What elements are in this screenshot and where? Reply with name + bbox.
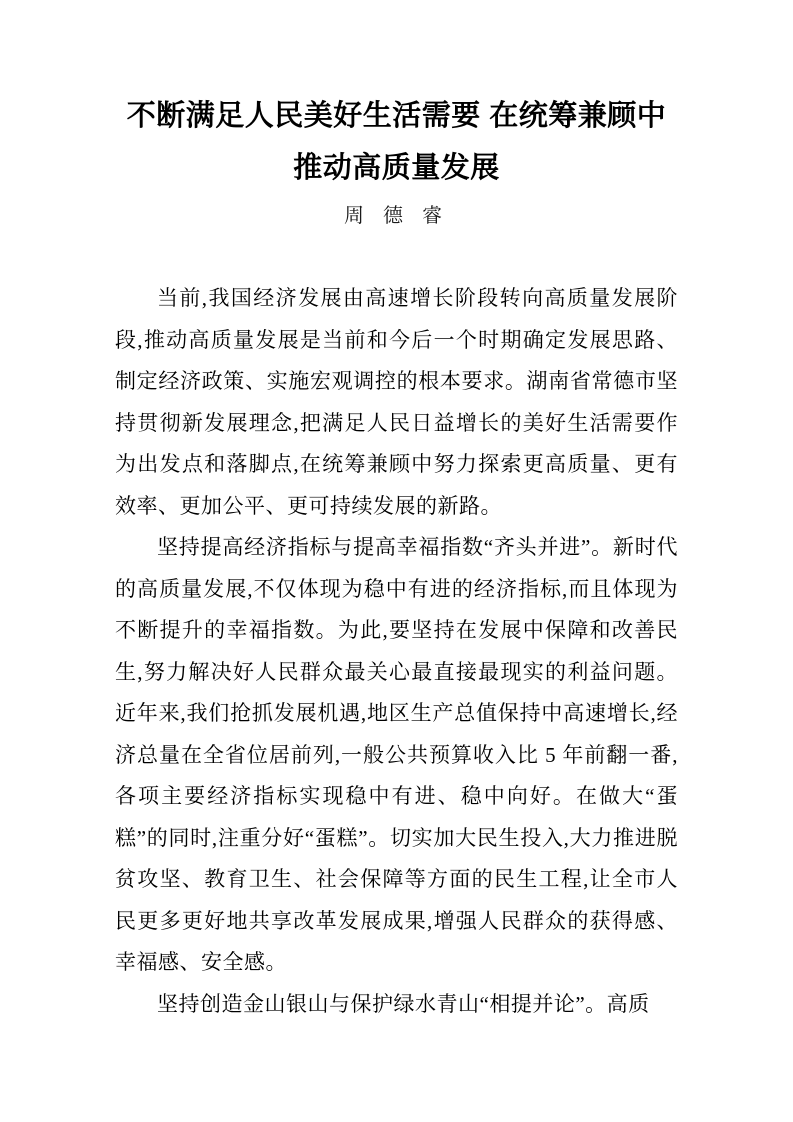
paragraph: 坚持提高经济指标与提高幸福指数“齐头并进”。新时代的高质量发展,不仅体现为稳中有进的经济指标,而且体现为不断提升的幸福指数。为此,要坚持在发展中保障和改善民生,努力解决好人民群众最关心最直接最现实的利益问题。近年来,我们抢抓发展机遇,地区生产总值保持中高速增长,经济总量在全省位居前列,一般公共预算收入比 5 年前翻一番,各项主要经济指标实现稳中有进、稳中向好。在做大“蛋糕”的同时,注重分好“蛋糕”。切实加大民生投入,大力推进脱贫攻坚、教育卫生、社会保障等方面的民生工程,让全市人民更多更好地共享改革发展成果,增强人民群众的获得感、幸福感、安全感。 xyxy=(115,535,678,974)
document-title-line-2: 推动高质量发展 xyxy=(293,152,500,184)
document-title xyxy=(115,90,678,194)
paragraph: 坚持创造金山银山与保护绿水青山“相提并论”。高质 xyxy=(157,991,650,1016)
author-byline: 周 德 睿 xyxy=(344,205,449,227)
paragraph: 当前,我国经济发展由高速增长阶段转向高质量发展阶段,推动高质量发展是当前和今后一个时期确定发展思路、制定经济政策、实施宏观调控的根本要求。湖南省常德市坚持贯彻新发展理念,把满足人民日益增长的美好生活需要作为出发点和落脚点,在统筹兼顾中努力探索更高质量、更有效率、更加公平、更可持续发展的新路。 xyxy=(115,286,678,518)
document-title-line-1: 不断满足人民美好生活需要 在统筹兼顾中 xyxy=(126,100,667,132)
document-body xyxy=(115,278,678,1025)
